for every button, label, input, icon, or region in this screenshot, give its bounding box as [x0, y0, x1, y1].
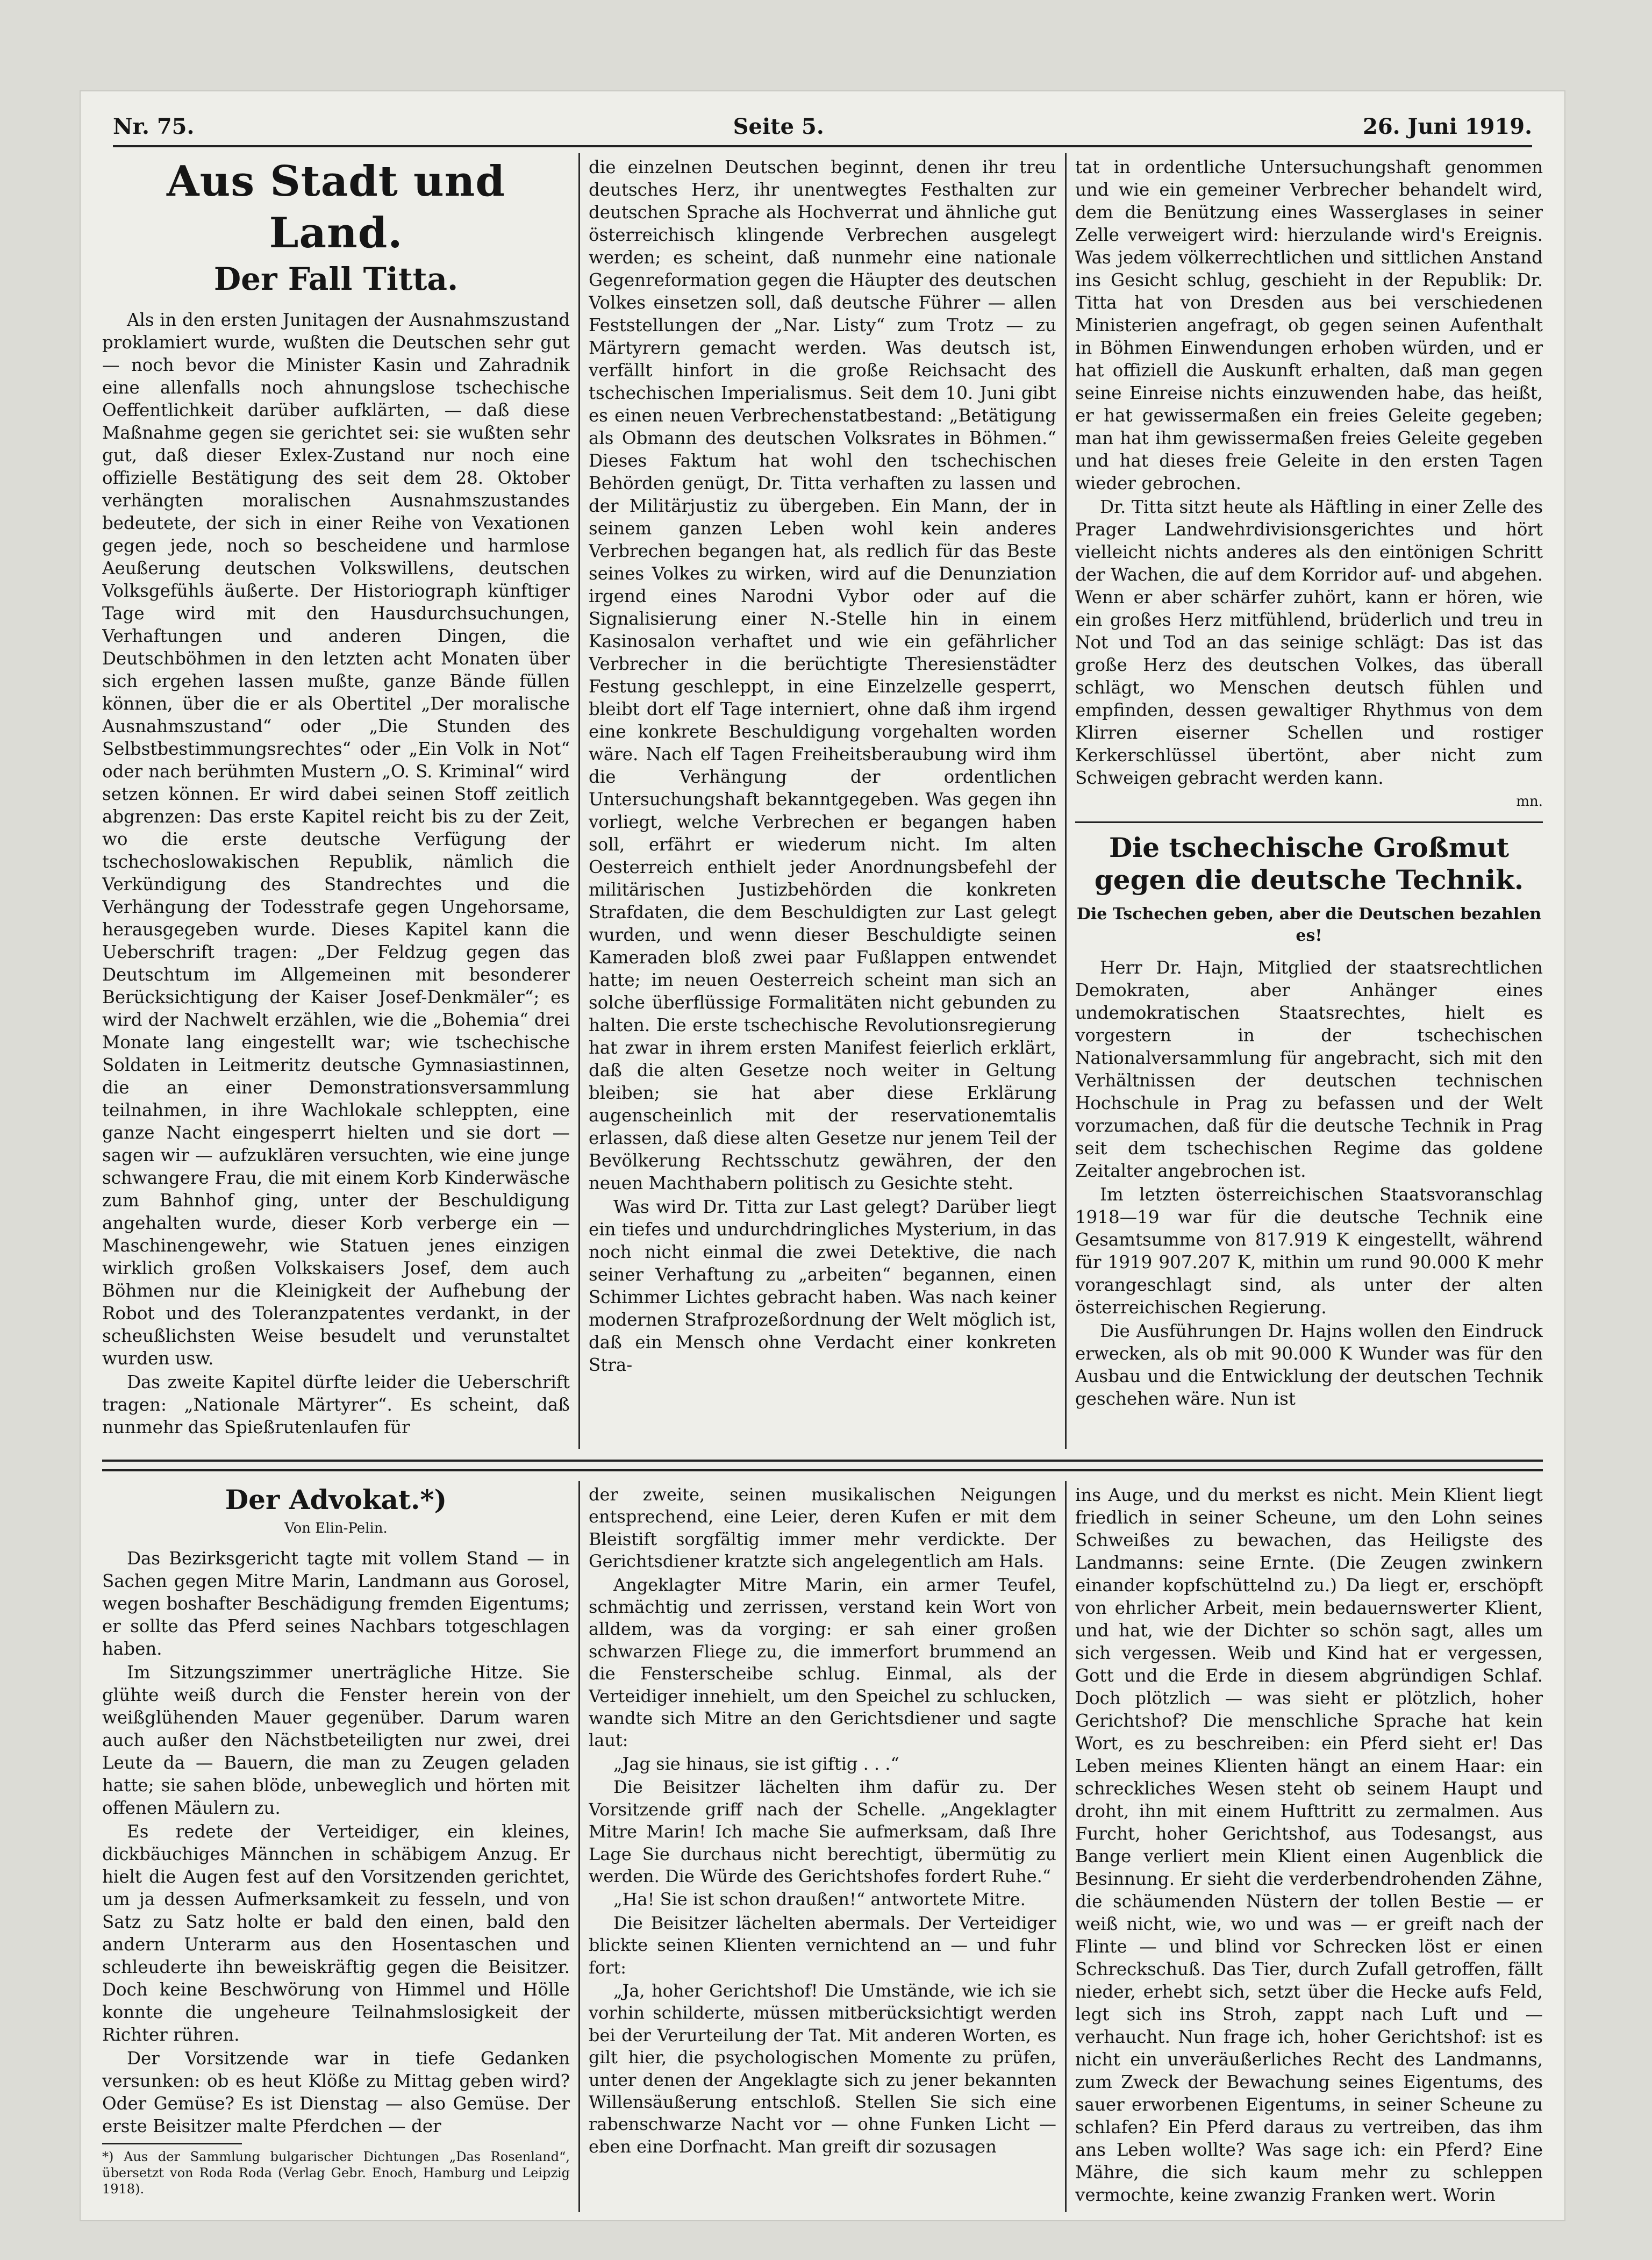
- lower-column-3: [1075, 1484, 1543, 2209]
- paragraph: Als in den ersten Junitagen der Ausnahmszustand proklamiert wurde, wußten die Deutschen sehr gut — noch bevor die Minister Kasin und Zahradnik eine allenfalls noch ahnungslose tschechische Oeffentlichkeit darüber aufklärten, — daß diese Maßnahme gegen sie gerichtet sei: sie wußten sehr gut, daß dieser Exlex-Zustand nur noch eine offizielle Bestätigung des seit dem 28. Oktober verhängten moralischen Ausnahmszustandes bedeutete, der sich in einer Reihe von Vexationen gegen jede, noch so bescheidene und harmlose Aeußerung deutschen Volkswillens, deutschen Volksgefühls äußerte. Der Historiograph künftiger Tage wird mit den Hausdurchsuchungen, Verhaftungen und anderen Dingen, die Deutschböhmen in den letzten acht Monaten über sich ergehen lassen mußte, ganze Bände füllen können, über die er als Obertitel „Der moralische Ausnahmszustand“ oder „Die Stunden des Selbstbestimmungsrechtes“ oder „Ein Volk in Not“ oder nach berühmten Mustern „O. S. Kriminal“ wird setzen können. Er wird dabei seinen Stoff zeitlich abgrenzen: Das erste Kapitel reicht bis zu der Zeit, wo die erste deutsche Verfügung der tschechoslowakischen Republik, nämlich die Verkündigung des Standrechtes und die Verhängung der Todesstrafe gegen Ungehorsame, herausgegeben wurde. Dieses Kapitel kann die Ueberschrift tragen: „Der Feldzug gegen das Deutschtum im Allgemeinen mit besonderer Berücksichtigung der Kaiser Josef-Denkmäler“; es wird der Nachwelt erzählen, wie die „Bohemia“ drei Monate lang eingestellt war; wie tschechische Soldaten in Leitmeritz deutsche Gymnasiastinnen, die an einer Demonstrationsversammlung teilnahmen, in ihre Wachlokale schleppten, eine ganze Nacht eingesperrt hielten und sie dort — sagen wir — aufzuklären versuchten, wie eine junge schwangere Frau, die mit einem Korb Kinderwäsche zum Bahnhof ging, unter der Beschuldigung angehalten wurde, dieser Korb verberge ein — Maschinengewehr, wie Statuen jenes einzigen wirklich großen Volkskaisers Josef, dem auch Böhmen nur die Kleinigkeit der Aufhebung der Robot und des Toleranzpatentes verdankt, in der scheußlichsten Weise besudelt und verunstaltet wurden usw.: [102, 310, 570, 1369]
- paragraph: Im Sitzungszimmer unerträgliche Hitze. Sie glühte weiß durch die Fenster herein von der weißglühenden Mauer gegenüber. Darum waren auch außer den Nächstbeteiligten nur zwei, drei Leute da — Bauern, die man zu Zeugen geladen hatte; sie sahen blöde, unbeweglich und hörten mit offenen Mäulern zu.: [102, 1662, 570, 1818]
- paragraph: tat in ordentliche Untersuchungshaft genommen und wie ein gemeiner Verbrecher behandelt wird, dem die Benützung eines Wasserglases in seiner Zelle verweigert wird: hierzulande wird's Ereignis. Was jedem völkerrechtlichen und sittlichen Anstand ins Gesicht schlug, geschieht in der Republik: Dr. Titta hat von Dresden aus bei verschiedenen Ministerien angefragt, ob gegen seinen Aufenthalt in Böhmen Einwendungen erhoben würden, und er hat offiziell die Auskunft erhalten, daß man gegen seine Einreise nichts einzuwenden habe, das heißt, er hat gewissermaßen ein freies Geleite gegeben; man hat ihm gewissermaßen freies Geleite gegeben und hat dieses freie Geleite in den ersten Tagen wieder gebrochen.: [1075, 157, 1543, 494]
- column-rule: [578, 1481, 580, 2212]
- paragraph: Es redete der Verteidiger, ein kleines, dickbäuchiges Männchen in schäbigem Anzug. Er hielt die Augen fest auf den Vorsitzenden gerichtet, um ja dessen Aufmerksamkeit zu fesseln, und von Satz zu Satz holte er bald den einen, bald den andern Unterarm aus den Hosentaschen und schleuderte ihn beweiskräftig gegen die Beisitzer. Doch keine Beschwörung von Himmel und Hölle konnte die ungeheure Teilnahmslosigkeit der Richter rühren.: [102, 1821, 570, 2045]
- column-rule: [578, 153, 580, 1449]
- paragraph: „Ha! Sie ist schon draußen!“ antwortete Mitre.: [613, 1889, 1026, 1910]
- paragraph: „Ja, hoher Gerichtshof! Die Umstände, wie ich sie vorhin schilderte, müssen mitberücksichtigt werden bei der Verurteilung der Tat. Mit anderen Worten, es gilt hier, die psychologischen Momente zu prüfen, unter denen der Angeklagte sich zu jener bekannten Willensäußerung entschloß. Stellen Sie sich eine rabenschwarze Nacht vor — ohne Funken Licht — eben eine Dorfnacht. Man greift dir sozusagen: [589, 1980, 1056, 2157]
- paragraph: Im letzten österreichischen Staatsvoranschlag 1918—19 war für die deutsche Technik eine Gesamtsumme von 817.919 K eingestellt, während für 1919 907.207 K, mithin um rund 90.000 K mehr vorangeschlagt sind, als unter der alten österreichischen Regierung.: [1075, 1184, 1543, 1318]
- upper-column-1: [102, 156, 570, 1446]
- column-rule: [1065, 1481, 1067, 2212]
- paragraph: Herr Dr. Hajn, Mitglied der staatsrechtlichen Demokraten, aber Anhänger eines undemokratischen Staatsrechtes, hielt es vorgestern in der tschechischen Nationalversammlung für angebracht, sich mit den Verhältnissen der deutschen technischen Hochschule in Prag zu befassen und der Welt vorzumachen, daß für die deutsche Technik in Prag seit dem tschechischen Regime das goldene Zeitalter angebrochen ist.: [1075, 957, 1543, 1181]
- issue-number: Nr. 75.: [113, 113, 195, 139]
- paragraph: Angeklagter Mitre Marin, ein armer Teufel, schmächtig und zerrissen, verstand kein Wort von alldem, was da vorging: er sah einer großen schwarzen Fliege zu, die immerfort brummend an die Fensterscheibe schlug. Einmal, als der Verteidiger innehielt, um den Speichel zu schlucken, wandte sich Mitre an den Gerichtsdiener und sagte laut:: [589, 1574, 1056, 1751]
- paragraph: ins Auge, und du merkst es nicht. Mein Klient liegt friedlich in seiner Scheune, um den Lohn seines Schweißes zu bewachen, das Heiligste des Landmanns: seine Ernte. (Die Zeugen zwinkern einander kopfschüttelnd zu.) Da liegt er, erschöpft von ehrlicher Arbeit, mein bedauernswerter Klient, und hat, wie der Dichter so schön sagt, alles um sich vergessen. Weib und Kind hat er vergessen, Gott und die Erde in diesem abgründigen Schlaf. Doch plötzlich — was sieht er plötzlich, hoher Gerichtshof? Die menschliche Sprache hat kein Wort, es zu beschreiben: ein Pferd sieht er! Das Leben meines Klienten hängt an einem Haar: ein schreckliches Wesen steht ob seinem Haupt und droht, ihn mit einem Hufttritt zu zermalmen. Aus Furcht, hoher Gerichtshof, aus Todesangst, aus Bange verliert mein Klient einen Augenblick die Besinnung. Er sieht die verderbendrohenden Zähne, die schäumenden Nüstern der tollen Bestie — er weiß nicht, wie, wo und was — er greift nach der Flinte — und blind vor Schrecken löst er einen Schreckschuß. Das Tier, durch Zufall getroffen, fällt nieder, erhebt sich, setzt über die Hecke aufs Feld, legt sich ins Stroh, zappt nach Luft und — verhaucht. Nun frage ich, hoher Gerichtshof: ist es nicht ein unveräußerliches Recht des Landmanns, zum Zweck der Bewachung seines Eigentums, des sauer erworbenen Eigentums, in seiner Scheune zu schlafen? Ein Pferd daraus zu vertreiben, das ihm ans Leben wollte? Was sage ich: ein Pferd? Eine Mähre, die sich kaum mehr zu schleppen vermochte, keine zwanzig Franken wert. Worin: [1075, 1485, 1543, 2205]
- paragraph: Die Ausführungen Dr. Hajns wollen den Eindruck erwecken, als ob mit 90.000 K Wunder was für den Ausbau und die Entwicklung der deutschen Technik geschehen wäre. Nun ist: [1075, 1321, 1543, 1409]
- page-number: Seite 5.: [733, 113, 824, 139]
- paragraph: die einzelnen Deutschen beginnt, denen ihr treu deutsches Herz, ihr unentwegtes Festhalten zur deutschen Sprache als Hochverrat und ähnliche gut österreichisch klingende Verbrechen ausgelegt werden; es scheint, daß nunmehr eine nationale Gegenreformation gegen die Häupter des deutschen Volkes einsetzen soll, daß deutsche Führer — allen Feststellungen der „Nar. Listy“ zum Trotz — zu Märtyrern gemacht werden. Was deutsch ist, verfällt hinfort in die große Reichsacht des tschechischen Imperialismus. Seit dem 10. Juni gibt es einen neuen Verbrechenstatbestand: „Betätigung als Obmann des deutschen Volksrates in Böhmen.“ Dieses Faktum hat wohl den tschechischen Behörden genügt, Dr. Titta verhaften zu lassen und der Militärjustiz zu übergeben. Ein Mann, der in seinem ganzen Leben wohl kein anderes Verbrechen begangen hat, als redlich für das Beste seines Volkes zu wirken, wird auf die Denunziation irgend eines Narodni Vybor oder auf die Signalisierung einer N.-Stelle hin in einem Kasinosalon verhaftet und wie ein gefährlicher Verbrecher in die berüchtigte Theresienstädter Festung geschleppt, in eine Einzelzelle gesperrt, bleibt dort elf Tage interniert, ohne daß ihm irgend eine konkrete Beschuldigung vorgehalten worden wäre. Nach elf Tagen Freiheitsberaubung wird ihm die Verhängung der ordentlichen Untersuchungshaft bekanntgegeben. Was gegen ihn vorliegt, welche Verbrechen er begangen haben soll, erfährt er wiederum nicht. Im alten Oesterreich enthielt jeder Anordnungsbefehl der militärischen Justizbehörden die konkreten Strafdaten, die dem Beschuldigten zur Last gelegt wurden, und wenn dieser Beschuldigte seinen Kameraden bloß zwei paar Fußlappen entwendet hatte; im neuen Oesterreich scheint man sich an solche überflüssige Formalitäten nicht gebunden zu halten. Die erste tschechische Revolutionsregierung hat zwar in ihrem ersten Manifest feierlich erklärt, daß die alten Gesetze noch weiter in Geltung bleiben; sie hat aber diese Erklärung augenscheinlich mit der reservationemtalis erlassen, daß diese alten Gesetze nur jenem Teil der Bevölkerung Rechtsschutz gewähren, der den neuen Machthabern politisch zu Gesichte steht.: [589, 157, 1056, 1193]
- lower-column-2: [589, 1484, 1056, 2209]
- article-title-fall-titta: Der Fall Titta.: [213, 261, 459, 297]
- issue-date: 26. Juni 1919.: [1363, 113, 1532, 139]
- article-title-grossmut: Die tschechische Großmut gegen die deutsche Technik.: [1094, 832, 1524, 896]
- paragraph: Das zweite Kapitel dürfte leider die Ueberschrift tragen: „Nationale Märtyrer“. Es scheint, daß nunmehr das Spießrutenlaufen für: [102, 1372, 570, 1437]
- article-title-advokat: Der Advokat.*): [225, 1484, 447, 1515]
- paragraph: Dr. Titta sitzt heute als Häftling in einer Zelle des Prager Landwehrdivisionsgerichtes und hört vielleicht nichts anderes als den eintönigen Schritt der Wachen, die auf dem Korridor auf- und abgehen. Wenn er aber schärfer zuhört, kann er hören, wie ein großes Herz mitfühlend, brüderlich und treu in Not und Tod an das seinige schlägt: Das ist das große Herz des deutschen Volkes, das überall schlägt, wo Menschen deutsch fühlen und empfinden, dessen gewaltiger Rhythmus von dem Klirren eiserner Schellen und rostiger Kerkerschlüssel übertönt, aber nicht zum Schweigen gebracht werden kann.: [1075, 497, 1543, 788]
- section-title: Aus Stadt und Land.: [167, 157, 505, 258]
- paragraph: Das Bezirksgericht tagte mit vollem Stand — in Sachen gegen Mitre Marin, Landmann aus Gorosel, wegen boshafter Beschädigung fremden Eigentums; er sollte das Pferd seines Nachbars totgeschlagen haben.: [102, 1548, 570, 1659]
- upper-column-2: [589, 156, 1056, 1446]
- upper-column-3: [1075, 156, 1543, 1446]
- column-rule: [1065, 153, 1067, 1449]
- section-divider: [102, 1460, 1543, 1471]
- author-signature: mn.: [1516, 793, 1543, 810]
- paragraph: Die Beisitzer lächelten abermals. Der Verteidiger blickte seinen Klienten vernichtend an — und fuhr fort:: [589, 1912, 1056, 1978]
- article-byline: Von Elin-Pelin.: [284, 1520, 388, 1536]
- lower-column-1: [102, 1484, 570, 2209]
- paragraph: Der Vorsitzende war in tiefe Gedanken versunken: ob es heut Klöße zu Mittag geben wird? Oder Gemüse? Es ist Dienstag — also Gemüse. Der erste Beisitzer malte Pferdchen — der: [102, 2048, 570, 2136]
- article-divider: [1075, 821, 1543, 823]
- footnote: *) Aus der Sammlung bulgarischer Dichtungen „Das Rosenland“, übersetzt von Roda Roda (Verlag Gebr. Enoch, Hamburg und Leipzig 1918).: [102, 2149, 570, 2197]
- paragraph: „Jag sie hinaus, sie ist giftig . . .“: [613, 1753, 899, 1774]
- page-header: [113, 108, 1532, 147]
- paragraph: Die Beisitzer lächelten ihm dafür zu. Der Vorsitzende griff nach der Schelle. „Angeklagter Mitre Marin! Ich mache Sie aufmerksam, daß Ihre Lage Sie durchaus nicht berechtigt, übermütig zu werden. Die Würde des Gerichtshofes fordert Ruhe.“: [589, 1777, 1056, 1886]
- footnote-rule: [102, 2143, 242, 2144]
- newspaper-page: [81, 91, 1564, 2220]
- paragraph: Was wird Dr. Titta zur Last gelegt? Darüber liegt ein tiefes und undurchdringliches Mysterium, in das noch nicht einmal die zwei Detektive, die nach seiner Verhaftung zu „arbeiten“ begannen, einen Schimmer Lichtes gebracht haben. Was nach keiner modernen Strafprozeßordnung der Welt möglich ist, daß ein Mensch ohne Verdacht einer konkreten Stra-: [589, 1197, 1056, 1375]
- article-deck: Die Tschechen geben, aber die Deutschen bezahlen es!: [1076, 905, 1542, 945]
- paragraph: der zweite, seinen musikalischen Neigungen entsprechend, eine Leier, deren Kufen er mit dem Bleistift sorgfältig immer mehr verdickte. Der Gerichtsdiener kratzte sich angelegentlich am Hals.: [589, 1484, 1056, 1572]
